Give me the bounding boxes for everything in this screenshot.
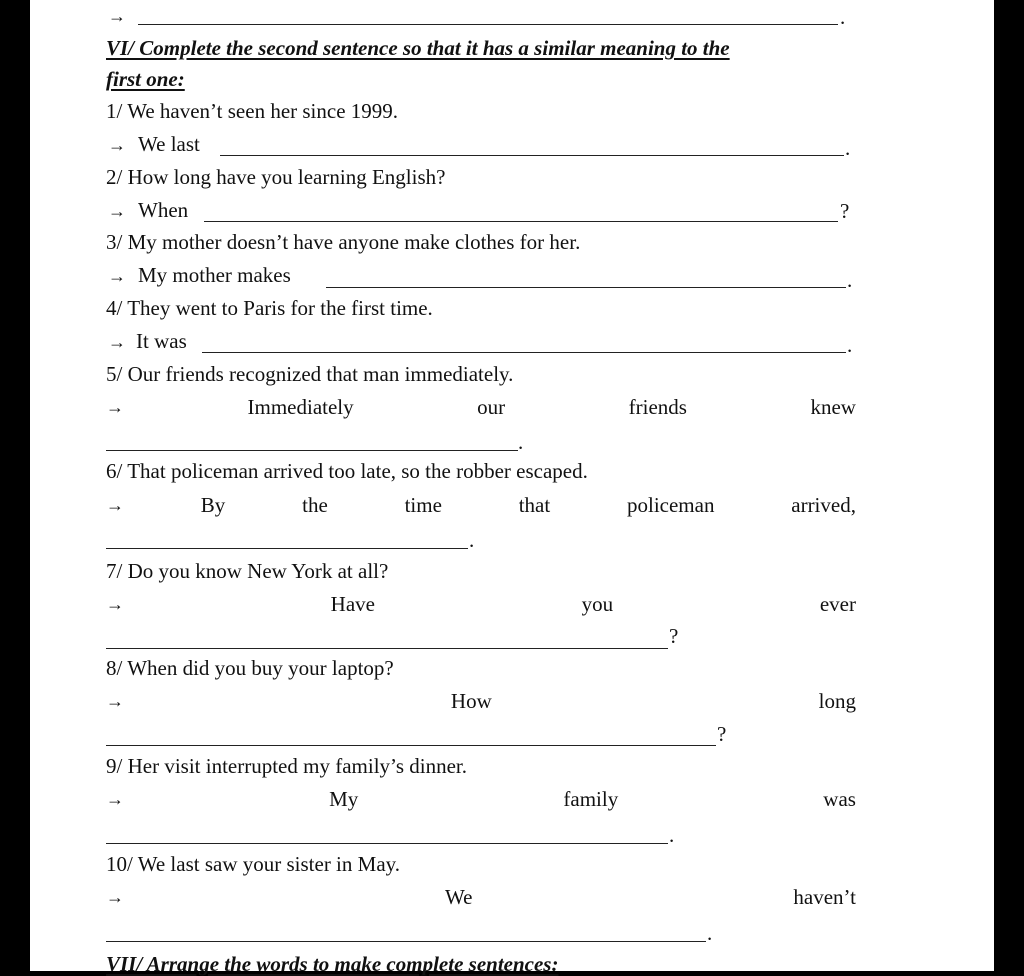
answer-blank-10[interactable] <box>106 941 706 942</box>
answer-blank-2[interactable] <box>204 221 838 222</box>
question-2: 2/ How long have you learning English? <box>106 165 446 189</box>
question-1: 1/ We haven’t seen her since 1999. <box>106 99 399 123</box>
end-punctuation: . <box>840 5 846 29</box>
prompt-7-row <box>106 592 856 616</box>
end-punctuation: . <box>518 430 524 454</box>
prompt-6-row <box>106 493 856 517</box>
question-5: 5/ Our friends recognized that man immediately. <box>106 362 514 386</box>
prompt-word: My <box>329 787 359 811</box>
end-punctuation: . <box>669 823 675 847</box>
prompt-word: haven’t <box>793 885 856 909</box>
end-punctuation: ? <box>669 624 679 648</box>
question-9: 9/ Her visit interrupted my family’s dinner. <box>106 754 468 778</box>
end-punctuation: . <box>847 268 853 292</box>
section-vi-heading-line2: first one: <box>106 67 185 91</box>
prompt-word: Have <box>330 592 375 616</box>
answer-blank-9[interactable] <box>106 843 668 844</box>
prompt-2: When <box>138 198 189 222</box>
prompt-9-row <box>106 787 856 811</box>
prompt-word: family <box>563 787 619 811</box>
prompt-word: arrived, <box>791 493 856 517</box>
question-10: 10/ We last saw your sister in May. <box>106 852 401 876</box>
prompt-word: long <box>818 689 856 713</box>
end-punctuation: . <box>845 136 851 160</box>
arrow-icon: → <box>106 789 124 809</box>
end-punctuation: . <box>469 528 475 552</box>
answer-blank-5[interactable] <box>106 450 518 451</box>
arrow-icon: → <box>106 887 124 907</box>
end-punctuation: ? <box>840 199 850 223</box>
arrow-icon: → <box>108 201 126 221</box>
question-6: 6/ That policeman arrived too late, so the robber escaped. <box>106 459 588 483</box>
prompt-4: It was <box>136 329 187 353</box>
arrow-icon: → <box>108 332 126 352</box>
end-punctuation: ? <box>717 722 727 746</box>
question-4: 4/ They went to Paris for the first time. <box>106 296 433 320</box>
prompt-word: friends <box>628 395 687 419</box>
prompt-word: was <box>823 787 856 811</box>
prompt-word: you <box>581 592 614 616</box>
arrow-icon: → <box>106 495 124 515</box>
answer-blank[interactable] <box>138 24 838 25</box>
prompt-word: our <box>477 395 506 419</box>
answer-blank-8[interactable] <box>106 745 716 746</box>
arrow-icon: → <box>106 691 124 711</box>
prompt-word: We <box>444 885 473 909</box>
prompt-word: knew <box>810 395 856 419</box>
answer-blank-1[interactable] <box>220 155 844 156</box>
end-punctuation: . <box>847 333 853 357</box>
prompt-word: How <box>450 689 492 713</box>
section-vii-heading: VII/ Arrange the words to make complete sentences: <box>106 952 559 976</box>
arrow-icon: → <box>106 594 124 614</box>
prompt-word: By <box>200 493 226 517</box>
prompt-word: policeman <box>626 493 715 517</box>
question-3: 3/ My mother doesn’t have anyone make clothes for her. <box>106 230 581 254</box>
prompt-word: the <box>302 493 328 517</box>
end-punctuation: . <box>707 921 713 945</box>
section-vi-heading-line1: VI/ Complete the second sentence so that it has a similar meaning to the <box>106 36 730 60</box>
prompt-5-row <box>106 395 856 419</box>
answer-blank-4[interactable] <box>202 352 846 353</box>
prompt-10-row <box>106 885 856 909</box>
question-7: 7/ Do you know New York at all? <box>106 559 389 583</box>
prompt-word: ever <box>819 592 856 616</box>
prompt-word: that <box>518 493 551 517</box>
prompt-3: My mother makes <box>138 263 291 287</box>
arrow-icon: → <box>108 135 126 155</box>
prompt-word: Immediately <box>247 395 354 419</box>
prompt-8-row <box>106 689 856 713</box>
answer-blank-3[interactable] <box>326 287 846 288</box>
arrow-icon: → <box>108 266 126 286</box>
answer-blank-6[interactable] <box>106 548 468 549</box>
arrow-icon: → <box>106 397 124 417</box>
prompt-word: time <box>404 493 442 517</box>
question-8: 8/ When did you buy your laptop? <box>106 656 394 680</box>
answer-blank-7[interactable] <box>106 648 668 649</box>
arrow-icon: → <box>108 6 126 26</box>
prompt-1: We last <box>138 132 200 156</box>
